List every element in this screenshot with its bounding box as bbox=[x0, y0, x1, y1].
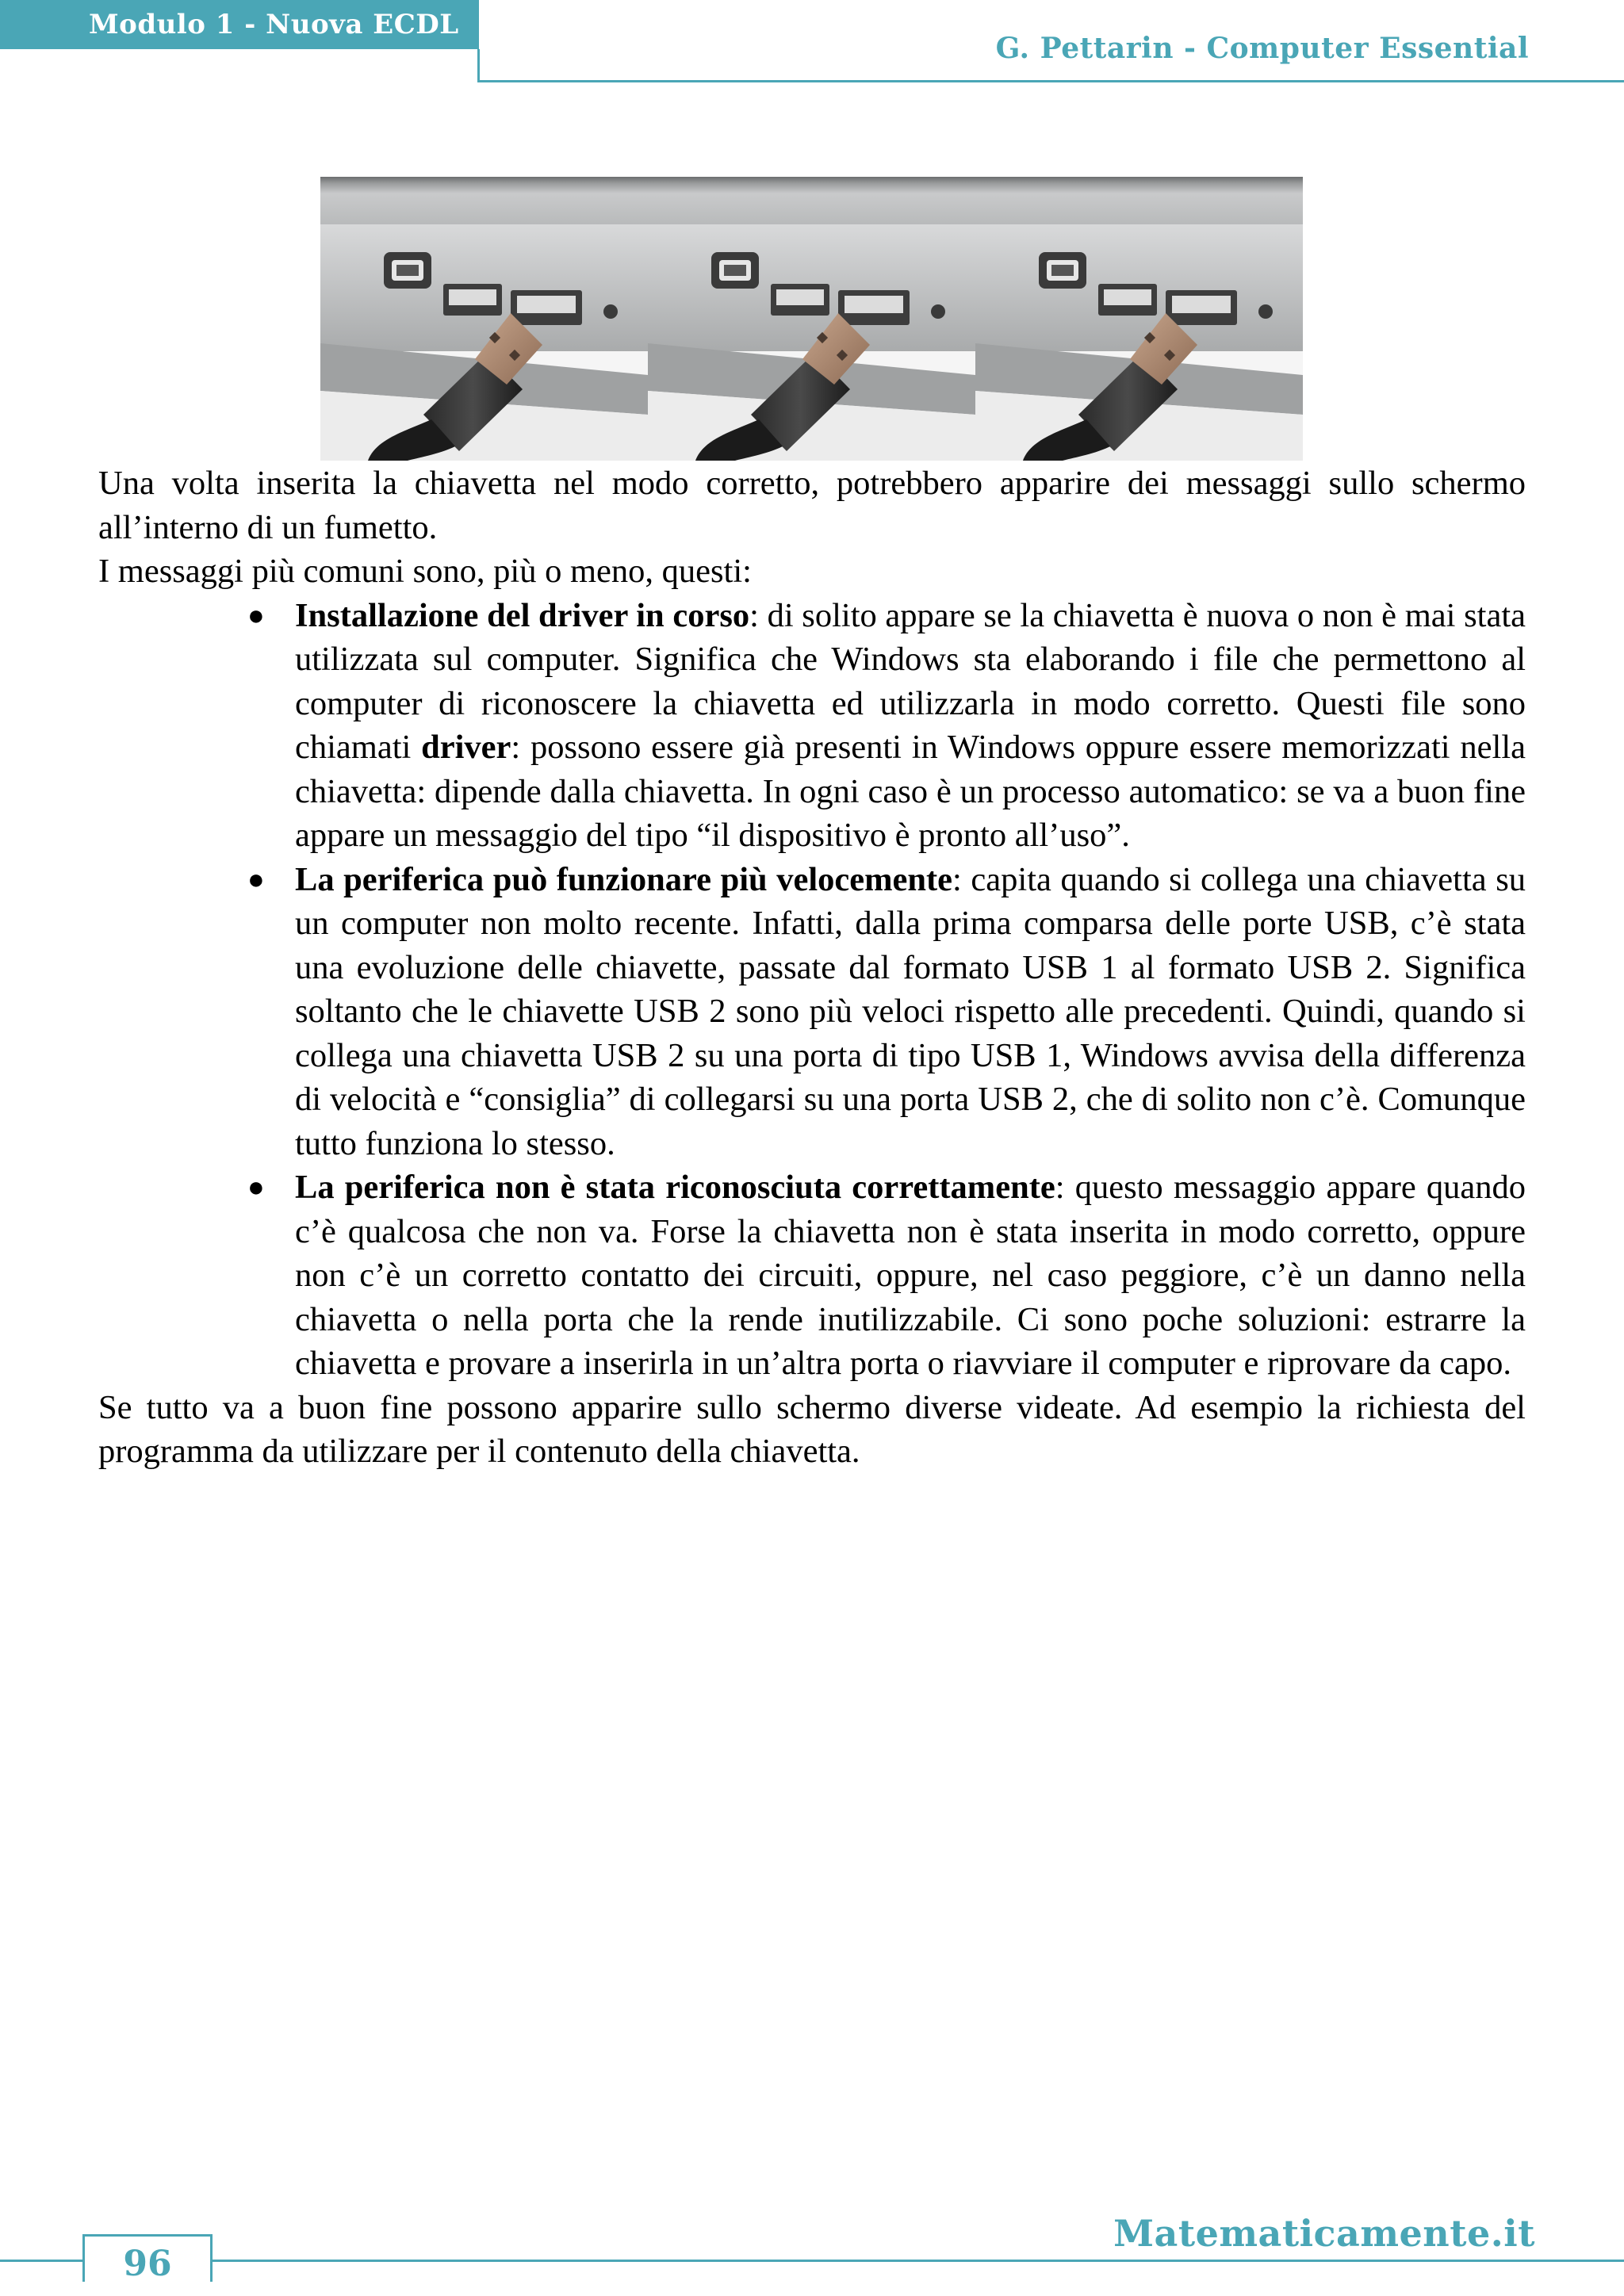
page-body bbox=[98, 461, 1526, 1474]
usb-plug-photo-2 bbox=[648, 177, 975, 461]
usb-plug-photo-1 bbox=[320, 177, 648, 461]
list-item-faster bbox=[247, 858, 1526, 1166]
book-title: G. Pettarin - Computer Essential bbox=[995, 32, 1529, 65]
intro-lead: I messaggi più comuni sono, più o meno, questi: bbox=[98, 553, 752, 590]
intro-paragraph: Una volta inserita la chiavetta nel modo corretto, potrebbero apparire dei messaggi sullo schermo all’interno di un fumetto. bbox=[98, 465, 1526, 546]
module-header-tab: Modulo 1 - Nuova ECDL bbox=[0, 0, 479, 49]
desc-not-recognized: : questo messaggio appare quando c’è qualcosa che non va. Forse la chiavetta non è stata inserita in modo corretto, oppure non c’è un corretto contatto dei circuiti, oppure, nel caso peggiore, c’è un danno nella chiavetta o nella porta che la rende inutilizzabile. Ci sono poche soluzioni: estrarre la chiavetta e provare a inserirla in un’altra porta o riavviare il computer e riprovare da capo. bbox=[295, 1169, 1526, 1382]
term-driver: driver bbox=[421, 729, 511, 766]
header-rule bbox=[477, 80, 1624, 82]
footer-rule bbox=[0, 2260, 1624, 2262]
desc-faster: : capita quando si collega una chiavetta su un computer non molto recente. Infatti, dalla prima comparsa delle porte USB, c’è stata una evoluzione delle chiavette, passate dal formato USB 1 al formato USB 2. Significa soltanto che le chiavette USB 2 sono più veloci rispetto alle precedenti. Quindi, quando si collega una chiavetta USB 2 su una porta di tipo USB 1, Windows avvisa della differenza di velocità e “consiglia” di collegarsi su una porta USB 2, che di solito non c’è. Comunque tutto funziona lo stesso. bbox=[295, 860, 1526, 1162]
term-faster: La periferica può funzionare più velocemente bbox=[295, 860, 953, 898]
bullet-icon: ● bbox=[247, 599, 265, 631]
list-item-driver bbox=[247, 594, 1526, 858]
term-not-recognized: La periferica non è stata riconosciuta correttamente bbox=[295, 1169, 1055, 1206]
bullet-icon: ● bbox=[247, 863, 265, 895]
bullet-icon: ● bbox=[247, 1171, 265, 1203]
desc-driver-install-2: : possono essere già presenti in Windows oppure essere memorizzati nella chiavetta: dipende dalla chiavetta. In ogni caso è un processo automatico: se va a buon fine appare un messaggio del tipo “il dispositivo è pronto all’uso”. bbox=[295, 729, 1526, 854]
usb-image-strip bbox=[320, 177, 1304, 461]
list-item-not-recognized bbox=[247, 1165, 1526, 1386]
header-rule-vertical bbox=[477, 49, 480, 82]
page-number: 96 bbox=[82, 2234, 213, 2282]
closing-paragraph: Se tutto va a buon fine possono apparire sullo schermo diverse videate. Ad esempio la richiesta del programma da utilizzare per il contenuto della chiavetta. bbox=[98, 1388, 1526, 1470]
usb-plug-photo-3 bbox=[975, 177, 1303, 461]
term-driver-install: Installazione del driver in corso bbox=[295, 596, 750, 634]
site-name: Matematicamente.it bbox=[1113, 2212, 1535, 2255]
desc-driver-install-1: : di solito appare se la chiavetta è nuova o non è mai stata utilizzata sul computer. Significa che Windows sta elaborando i file che permettono al computer di riconoscere la chiavetta ed utilizzarla in modo corretto. Questi file sono chiamati bbox=[295, 596, 1526, 766]
message-list bbox=[98, 594, 1526, 1386]
